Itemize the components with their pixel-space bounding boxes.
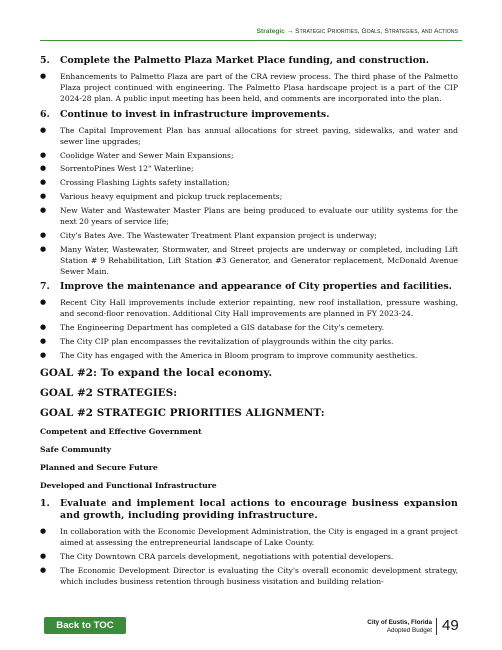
footer-city: City of Eustis, Florida [367,619,432,626]
list-item [40,565,458,587]
action-heading-7 [40,281,458,293]
list-item [40,244,458,278]
bullet-icon: ● [40,230,47,239]
list-item [40,551,458,562]
page-content [40,55,458,590]
bullet-icon: ● [40,350,47,359]
list-item [40,205,458,227]
list-item-text: The City CIP plan encompasses the revitalization of playgrounds within the city parks. [60,337,394,346]
list-item-text: Recent City Hall improvements include exterior repainting, new roof installation, pressure washing, and second-floor renovation. Additional City Hall improvements are planned in FY 2023-24. [60,298,458,319]
list-item [40,177,458,188]
list-item-text: New Water and Wastewater Master Plans are being produced to evaluate our utility systems for the next 20 years of service life; [60,205,458,226]
footer-budget: Adopted Budget [386,627,432,634]
bullet-icon: ● [40,205,47,214]
bullet-icon: ● [40,244,47,253]
action-number: 6. [40,108,50,120]
list-item-text: SorrentoPines West 12" Waterline; [60,164,194,174]
bullet-icon: ● [40,298,47,307]
back-to-toc-button[interactable]: Back to TOC [44,617,126,634]
list-item [40,71,458,105]
action-title: Improve the maintenance and appearance of City properties and facilities. [60,281,452,293]
list-item [40,125,458,147]
header-crumb-text: Strategic Priorities, Goals, Strategies, and Actions [295,28,458,35]
list-item-text: Enhancements to Palmetto Plaza are part of the CRA review process. The third phase of the Palmetto Plaza project continued with engineering. The Palmetto Plasa hardscape project is a part of the CIP 2024-28 plan. A public input meeting has been held, and comments are incorporated into the plan. [60,72,458,104]
header-section: Strategic [256,28,285,35]
list-item-text: The Capital Improvement Plan has annual allocations for street paving, sidewalks, and water and sewer line upgrades; [60,125,458,146]
header-divider [40,40,462,41]
list-item-text: The Economic Development Director is evaluating the City's overall economic development strategy, which includes business retention through business visitation and building relation- [60,565,458,586]
header-breadcrumb [257,28,458,35]
bullet-icon: ● [40,125,47,134]
strategy-title: Evaluate and implement local actions to encourage business expansion and growth, including providing infrastructure. [60,498,458,521]
bullet-icon: ● [40,72,47,80]
action-heading-6 [40,109,458,121]
action-heading-5 [40,55,458,67]
list-item-text: Many Water, Wastewater, Stormwater, and Street projects are underway or completed, including Lift Station # 9 Rehabilitation, Lift Station #3 Generator, and Generator replacement, McDonald Avenue Sewer Main. [60,244,458,276]
page-number: 49 [442,617,459,634]
action-number: 7. [40,281,50,293]
bullet-icon: ● [40,150,47,159]
list-item [40,322,458,333]
list-item-text: Crossing Flashing Lights safety installation; [60,178,230,188]
goal-strategies-heading: GOAL #2 STRATEGIES: [40,387,178,399]
action-title: Continue to invest in infrastructure improvements. [60,108,330,120]
bullet-icon: ● [40,527,47,535]
list-item [40,336,458,347]
list-item-text: The Engineering Department has completed a GIS database for the City's cemetery. [60,323,385,333]
priority-item: Safe Community [40,445,112,454]
list-item-text: In collaboration with the Economic Development Administration, the City is engaged in a grant project aimed at assessing the entrepreneurial landscape of Lake County. [60,527,458,548]
action-title: Complete the Palmetto Plaza Market Place funding, and construction. [60,55,430,66]
list-item [40,297,458,319]
bullet-icon: ● [40,323,47,332]
bullet-icon: ● [40,552,47,560]
priority-item: Developed and Functional Infrastructure [40,481,217,490]
list-item [40,230,458,241]
priority-item: Planned and Secure Future [40,463,158,472]
priority-item: Competent and Effective Government [40,427,202,436]
goal-alignment-heading: GOAL #2 STRATEGIC PRIORITIES ALIGNMENT: [40,407,325,419]
list-item [40,526,458,548]
footer-divider [436,618,437,635]
bullet-icon: ● [40,164,47,173]
bullet-icon: ● [40,565,47,574]
list-item-text: The City Downtown CRA parcels development, negotiations with potential developers. [60,552,394,561]
list-item [40,191,458,202]
bullet-icon: ● [40,192,47,200]
action-number: 5. [40,55,50,66]
list-item-text: Coolidge Water and Sewer Main Expansions; [60,150,234,160]
strategy-heading-1 [40,498,458,522]
list-item-text: City's Bates Ave. The Wastewater Treatment Plant expansion project is underway; [60,230,377,240]
list-item [40,350,458,361]
list-item-text: Various heavy equipment and pickup truck replacements; [60,192,283,201]
list-item [40,163,458,174]
arrow-icon: → [286,28,294,35]
list-item-text: The City has engaged with the America in Bloom program to improve community aesthetics. [60,350,418,360]
bullet-icon: ● [40,337,47,345]
strategy-number: 1. [40,498,50,509]
bullet-icon: ● [40,178,47,187]
list-item [40,150,458,161]
goal-title: GOAL #2: To expand the local economy. [40,367,273,379]
